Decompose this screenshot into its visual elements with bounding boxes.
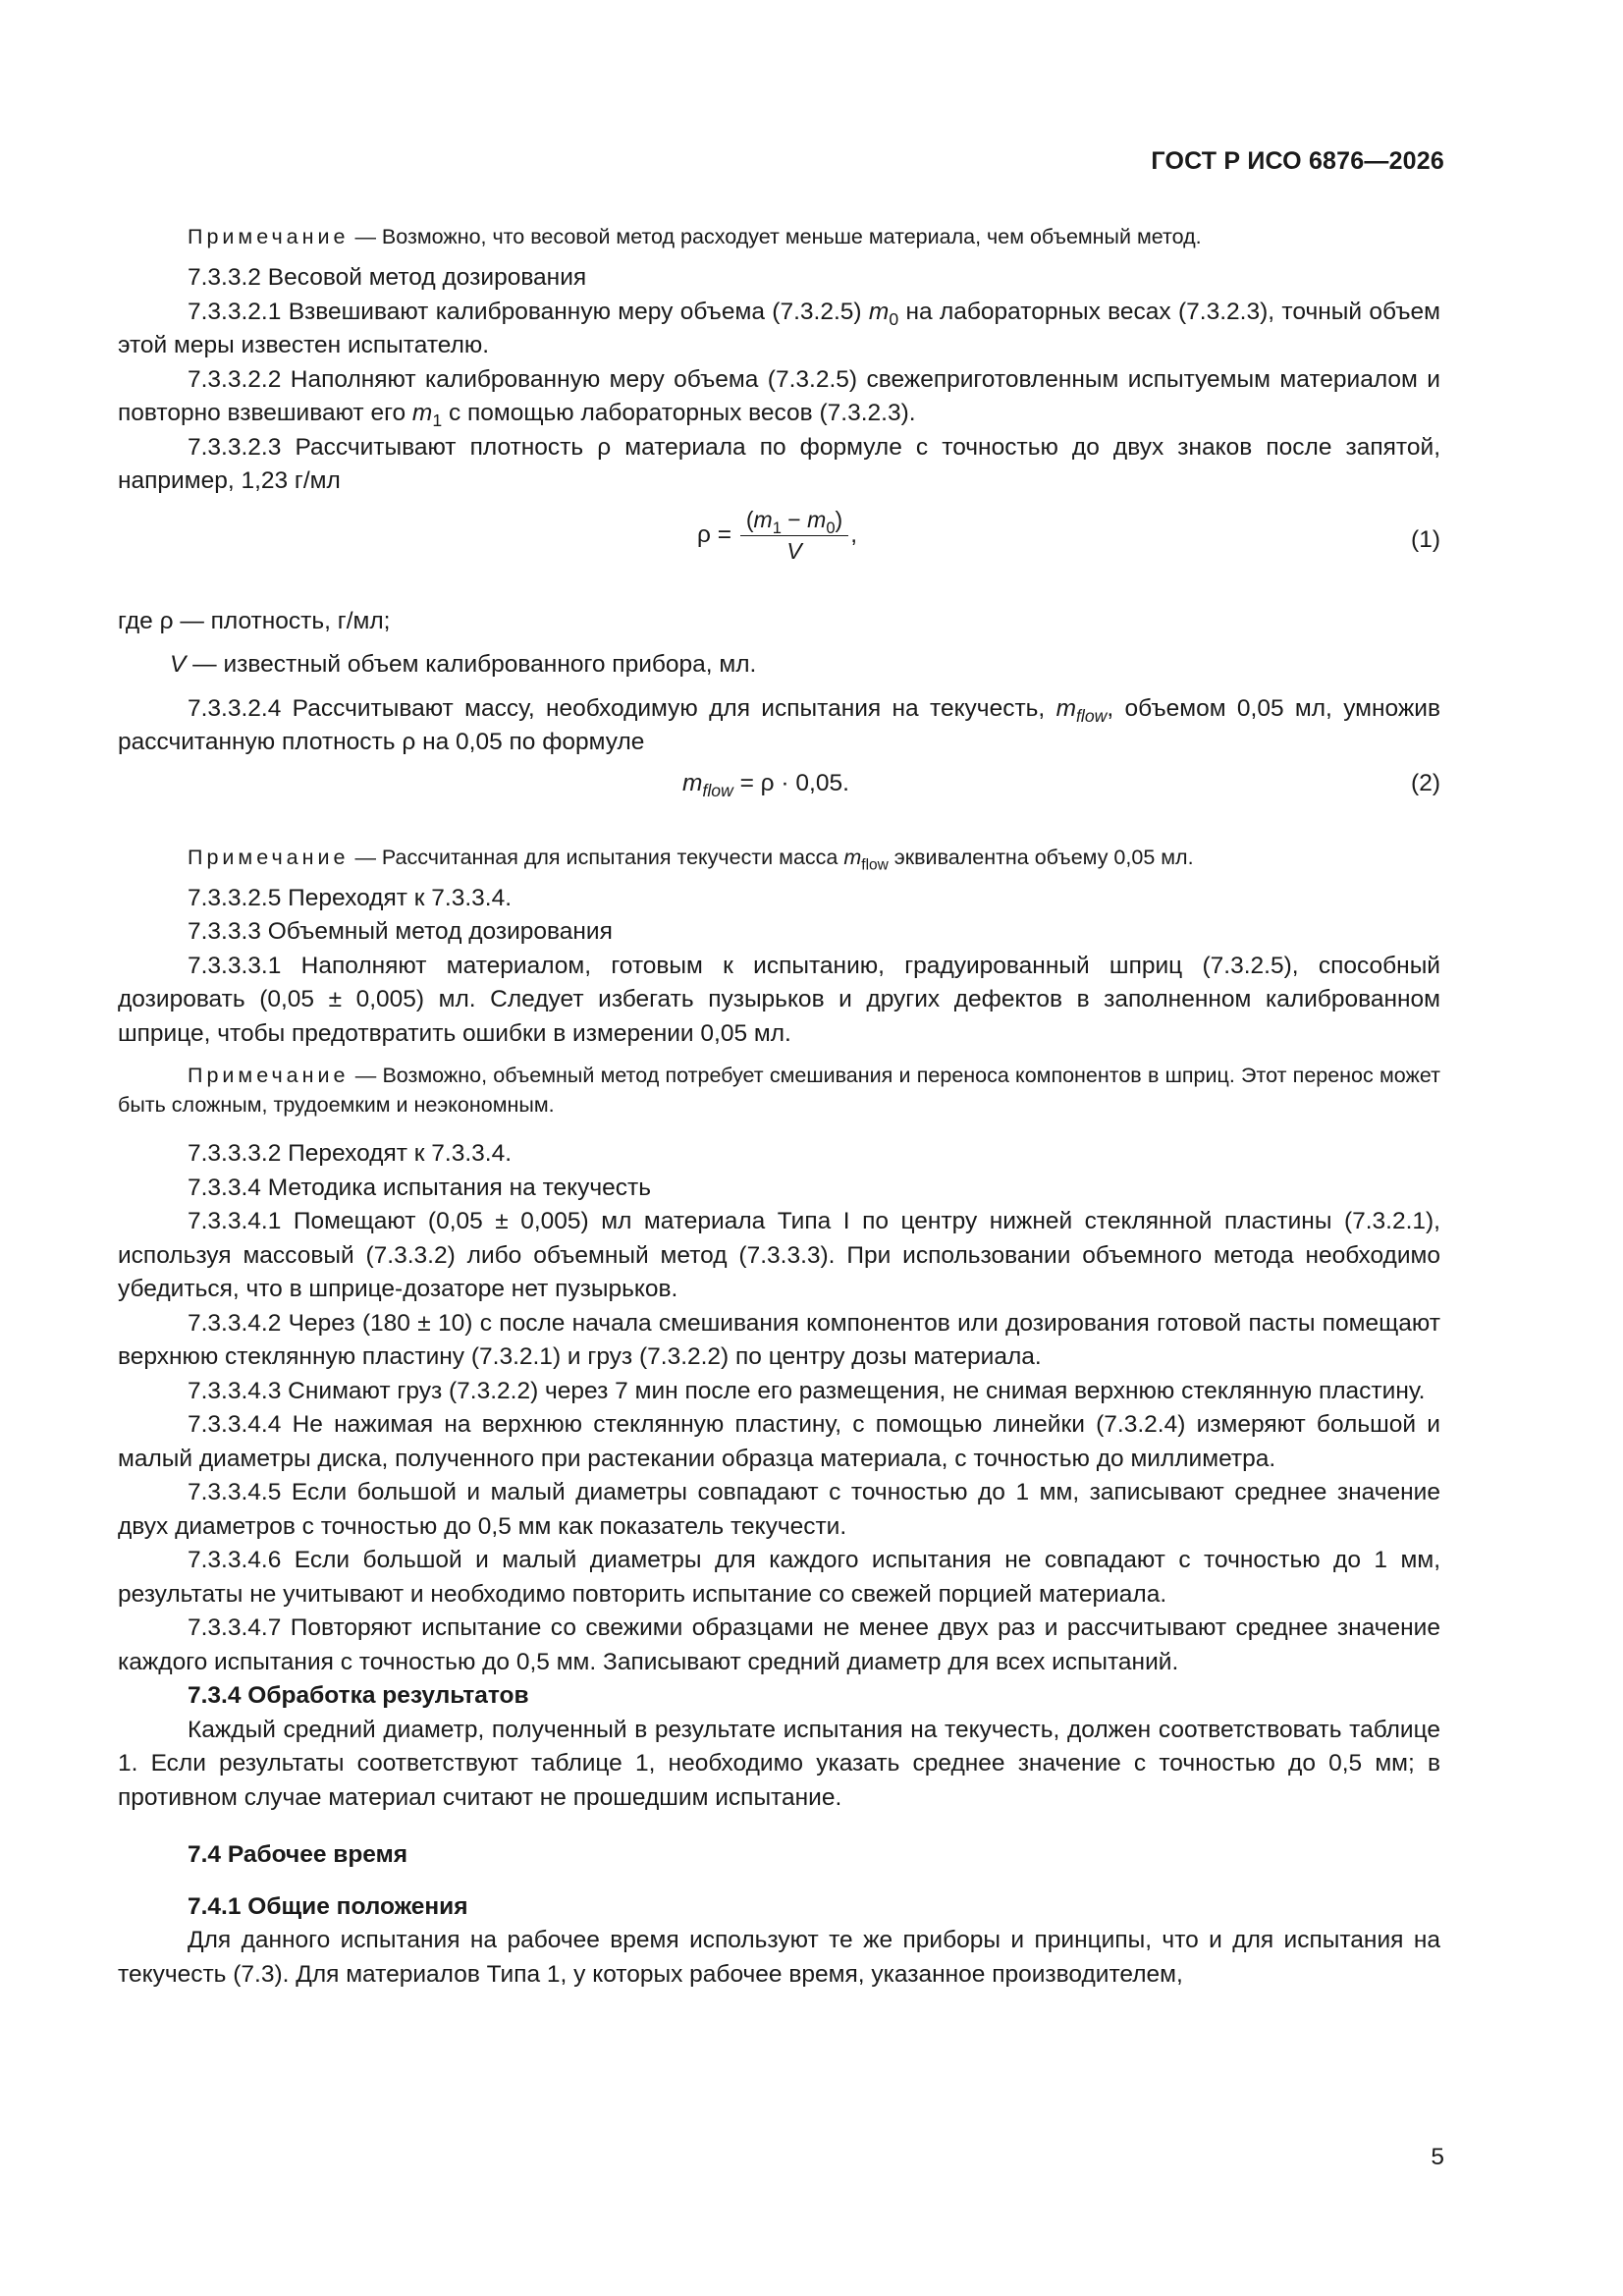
note-3: Примечание — Возможно, объемный метод потребует смешивания и переноса компонентов в шприц. Этот перенос может быть сложным, трудоемким и неэкономным. bbox=[118, 1064, 1440, 1117]
section-7-3-3-4-4: 7.3.3.4.4 Не нажимая на верхнюю стеклянную пластину, с помощью линейки (7.3.2.4) измеряют большой и малый диаметры диска, полученного при растекании образца материала, с точностью до миллиметра. bbox=[118, 1411, 1440, 1472]
formula-1-expression: ρ = $\frac{(m_1 - m_0)}{V}$ , bbox=[697, 506, 857, 564]
section-7-3-3-3-1: 7.3.3.3.1 Наполняют материалом, готовым к испытанию, градуированный шприц (7.3.2.5), способный дозировать (0,05 ± 0,005) мл. Следует избегать пузырьков и других дефектов в заполненном калиброванном шприце, чтобы предотвратить ошибки в измерении 0,05 мл. bbox=[118, 952, 1440, 1047]
section-7-3-3-3: 7.3.3.3 Объемный метод дозирования bbox=[188, 918, 613, 945]
section-7-3-3-4-1: 7.3.3.4.1 Помещают (0,05 ± 0,005) мл материала Типа I по центру нижней стеклянной пластины (7.3.2.1), используя массовый (7.3.3.2) либо объемный метод (7.3.3.3). При использовании объемного метода необходимо убедиться, что в шприце-дозаторе нет пузырьков. bbox=[118, 1208, 1440, 1302]
heading-7-3-4: 7.3.4 Обработка результатов bbox=[188, 1682, 529, 1709]
formula-1-fraction: $\frac{(m_1 - m_0)}{V}$ bbox=[740, 507, 848, 565]
section-7-3-3-2: 7.3.3.2 Весовой метод дозирования bbox=[188, 264, 587, 291]
note-label: Примечание bbox=[188, 225, 350, 248]
document-header: ГОСТ Р ИСО 6876—2026 bbox=[1151, 147, 1444, 175]
formula-1 bbox=[118, 499, 1440, 587]
formula-2-expression: $m_{flow} = \rho \cdot 0,05$. bbox=[682, 769, 849, 800]
formula-1-number: (1) bbox=[1411, 525, 1440, 553]
section-7-3-3-4-3: 7.3.3.4.3 Снимают груз (7.3.2.2) через 7 мин после его размещения, не снимая верхнюю стеклянную пластину. bbox=[188, 1377, 1426, 1404]
paragraph-7-3-4: Каждый средний диаметр, полученный в результате испытания на текучесть, должен соответствовать таблице 1. Если результаты соответствуют таблице 1, необходимо указать среднее значение с точностью до 0,5 мм; в противном случае материал считают не прошедшим испытание. bbox=[118, 1716, 1440, 1811]
heading-7-4-1: 7.4.1 Общие положения bbox=[188, 1892, 468, 1920]
section-7-3-3-2-3: 7.3.3.2.3 Рассчитывают плотность ρ материала по формуле с точностью до двух знаков после запятой, например, 1,23 г/мл bbox=[118, 433, 1440, 494]
section-7-3-3-2-4: 7.3.3.2.4 Рассчитывают массу, необходимую для испытания на текучесть, $m_{flow}$, объемом 0,05 мл, умножив рассчитанную плотность ρ на 0,05 по формуле bbox=[118, 694, 1440, 755]
formula-2-number: (2) bbox=[1411, 769, 1440, 796]
section-7-3-3-3-2: 7.3.3.3.2 Переходят к 7.3.3.4. bbox=[188, 1140, 513, 1167]
section-7-3-3-2-1: 7.3.3.2.1 Взвешивают калиброванную меру объема (7.3.2.5) $m_0$ на лабораторных весах (7.3.2.3), точный объем этой меры известен испытателю. bbox=[118, 298, 1441, 358]
document-body bbox=[118, 222, 1440, 1992]
section-7-3-3-4-6: 7.3.3.4.6 Если большой и малый диаметры для каждого испытания не совпадают с точностью до 1 мм, результаты не учитывают и необходимо повторить испытание со свежей порцией материала. bbox=[118, 1547, 1440, 1608]
note-2: Примечание — Рассчитанная для испытания текучести масса $m_{flow}$ эквивалентна объему 0,05 мл. bbox=[188, 845, 1194, 873]
section-7-3-3-2-2: 7.3.3.2.2 Наполняют калиброванную меру объема (7.3.2.5) свежеприготовленным испытуемым материалом и повторно взвешивают его $m_1$ с помощью лабораторных весов (7.3.2.3). bbox=[118, 365, 1440, 431]
formula-2 bbox=[118, 760, 1440, 819]
heading-7-4: 7.4 Рабочее время bbox=[188, 1841, 408, 1868]
where-v: V — известный объем калиброванного прибора, мл. bbox=[170, 651, 757, 678]
where-rho: где ρ — плотность, г/мл; bbox=[118, 607, 391, 634]
note-1: Примечание — Возможно, что весовой метод расходует меньше материала, чем объемный метод. bbox=[188, 225, 1202, 248]
section-7-3-3-4-7: 7.3.3.4.7 Повторяют испытание со свежими образцами не менее двух раз и рассчитывают среднее значение каждого испытания с точностью до 0,5 мм. Записывают средний диаметр для всех испытаний. bbox=[118, 1614, 1440, 1675]
page-number: 5 bbox=[1431, 2144, 1444, 2170]
section-7-3-3-2-5: 7.3.3.2.5 Переходят к 7.3.3.4. bbox=[188, 884, 513, 911]
section-7-3-3-4: 7.3.3.4 Методика испытания на текучесть bbox=[188, 1174, 652, 1201]
section-7-3-3-4-5: 7.3.3.4.5 Если большой и малый диаметры совпадают с точностью до 1 мм, записывают среднее значение двух диаметров с точностью до 0,5 мм как показатель текучести. bbox=[118, 1479, 1440, 1540]
section-7-3-3-4-2: 7.3.3.4.2 Через (180 ± 10) с после начала смешивания компонентов или дозирования готовой пасты помещают верхнюю стеклянную пластину (7.3.2.1) и груз (7.3.2.2) по центру дозы материала. bbox=[118, 1309, 1440, 1370]
paragraph-7-4-1: Для данного испытания на рабочее время используют те же приборы и принципы, что и для испытания на текучесть (7.3). Для материалов Типа 1, у которых рабочее время, указанное производителем, bbox=[118, 1927, 1440, 1988]
